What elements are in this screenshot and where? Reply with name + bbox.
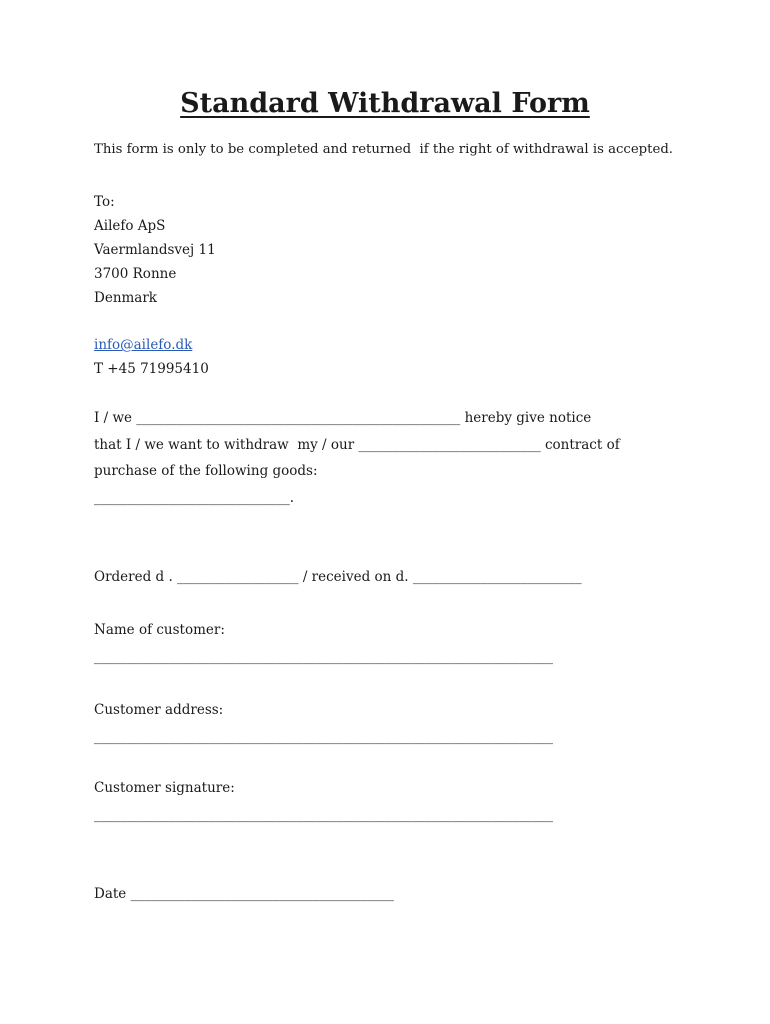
customer-address-blank: ____________________________________________________________________ [94, 729, 553, 745]
recipient-phone: T +45 71995410 [94, 361, 209, 377]
page-title: Standard Withdrawal Form [180, 88, 590, 119]
recipient-to-label: To: [94, 194, 115, 210]
name-of-customer-label: Name of customer: [94, 622, 225, 638]
notice-line-1: I / we ________________________________________________ hereby give notice [94, 410, 592, 426]
goods-blank-line: _____________________________. [94, 490, 295, 506]
notice-line-2: that I / we want to withdraw my / our ___________________________ contract of [94, 437, 620, 453]
customer-signature-blank: ____________________________________________________________________ [94, 807, 553, 823]
recipient-country: Denmark [94, 290, 157, 306]
ordered-received-line: Ordered d . __________________ / received on d. _________________________ [94, 569, 582, 585]
notice-line-3: purchase of the following goods: [94, 463, 318, 479]
recipient-email-link[interactable]: info@ailefo.dk [94, 337, 193, 353]
date-line: Date _______________________________________ [94, 886, 394, 902]
customer-address-label: Customer address: [94, 702, 224, 718]
recipient-company: Ailefo ApS [94, 218, 166, 234]
recipient-street: Vaermlandsvej 11 [94, 242, 216, 258]
customer-signature-label: Customer signature: [94, 780, 235, 796]
recipient-city: 3700 Ronne [94, 266, 177, 282]
name-of-customer-blank: ____________________________________________________________________ [94, 649, 553, 665]
intro-text: This form is only to be completed and returned if the right of withdrawal is accepted. [94, 142, 674, 157]
